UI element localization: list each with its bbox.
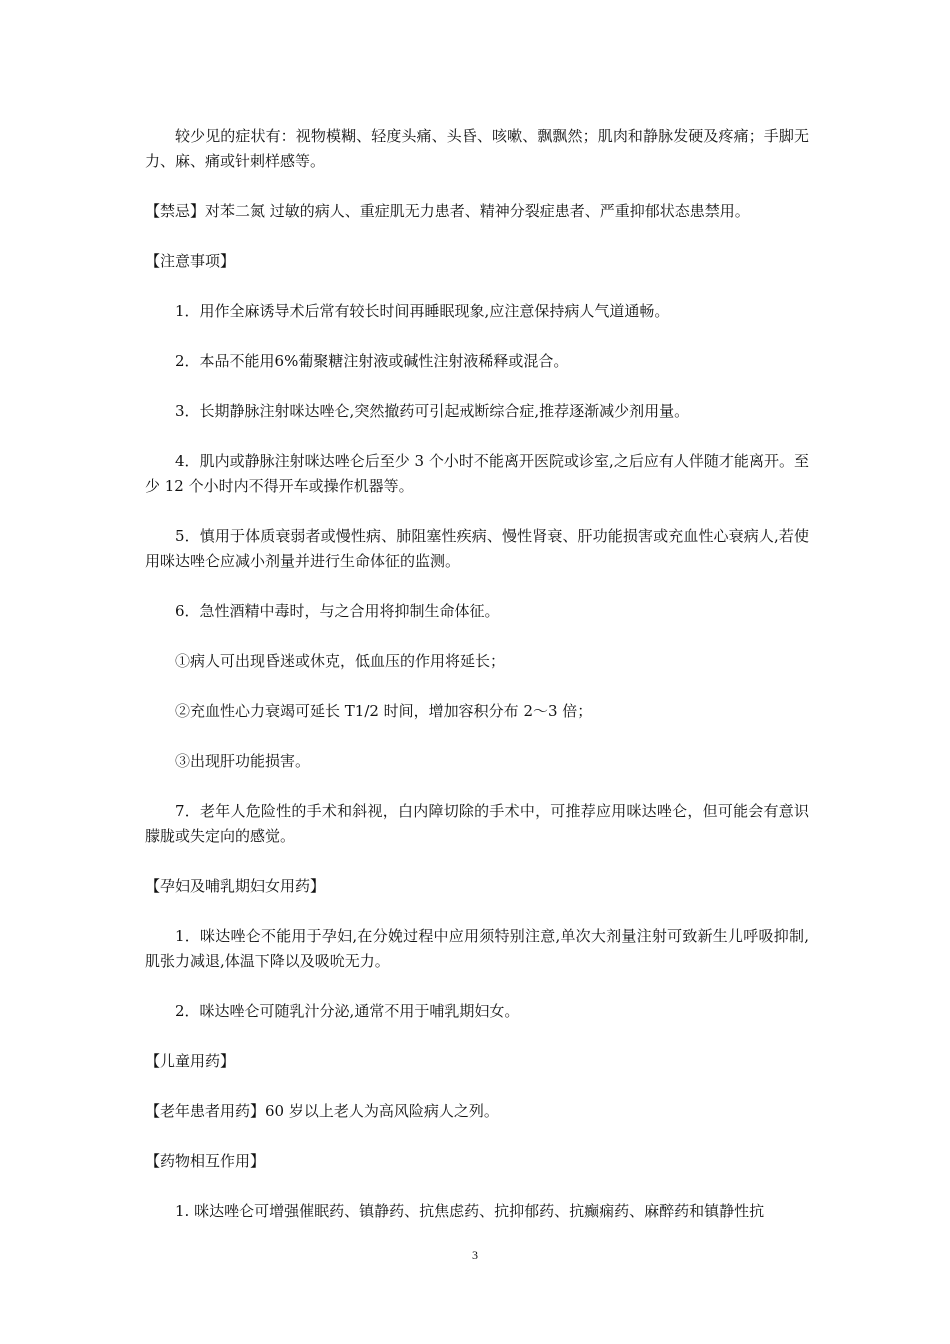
precaution-item-2: 2．本品不能用6%葡聚糖注射液或碱性注射液稀释或混合。 [175,352,569,370]
heading-pediatric-use: 【儿童用药】 [145,1052,236,1070]
precaution-item-7: 7．老年人危险性的手术和斜视，白内障切除的手术中，可推荐应用咪达唑仑，但可能会有意识朦胧或失定向的感觉。 [145,802,809,845]
page-number: 3 [472,1248,478,1262]
document-body [145,124,809,1249]
heading-pregnancy-lactation: 【孕妇及哺乳期妇女用药】 [145,877,326,895]
paragraph-geriatric-use: 【老年患者用药】60 岁以上老人为高风险病人之列。 [145,1102,499,1120]
precaution-item-6: 6．急性酒精中毒时，与之合用将抑制生命体征。 [175,602,500,620]
paragraph-contraindications: 【禁忌】对苯二氮 过敏的病人、重症肌无力患者、精神分裂症患者、严重抑郁状态患禁用。 [145,202,750,220]
precaution-subitem-1: ①病人可出现昏迷或休克，低血压的作用将延长； [175,652,506,670]
precaution-item-5: 5．慎用于体质衰弱者或慢性病、肺阻塞性疾病、慢性肾衰、肝功能损害或充血性心衰病人,若使用咪达唑仑应减小剂量并进行生命体征的监测。 [145,527,809,570]
precaution-item-4: 4．肌内或静脉注射咪达唑仑后至少 3 个小时不能离开医院或诊室,之后应有人伴随才能离开。至少 12 个小时内不得开车或操作机器等。 [145,452,809,495]
precaution-item-1: 1．用作全麻诱导术后常有较长时间再睡眠现象,应注意保持病人气道通畅。 [175,302,670,320]
pregnancy-item-2: 2．咪达唑仑可随乳汁分泌,通常不用于哺乳期妇女。 [175,1002,520,1020]
paragraph-rare-symptoms: 较少见的症状有：视物模糊、轻度头痛、头昏、咳嗽、飘飘然；肌肉和静脉发硬及疼痛；手脚无力、麻、痛或针刺样感等。 [145,127,809,170]
precaution-subitem-3: ③出现肝功能损害。 [175,752,311,770]
pregnancy-item-1: 1．咪达唑仑不能用于孕妇,在分娩过程中应用须特别注意,单次大剂量注射可致新生儿呼吸抑制,肌张力减退,体温下降以及吸吮无力。 [145,927,809,970]
precaution-subitem-2: ②充血性心力衰竭可延长 T1/2 时间，增加容积分布 2～3 倍； [175,702,593,720]
interaction-item-1: 1. 咪达唑仑可增强催眠药、镇静药、抗焦虑药、抗抑郁药、抗癫痫药、麻醉药和镇静性抗 [175,1202,765,1220]
heading-drug-interactions: 【药物相互作用】 [145,1152,266,1170]
heading-precautions: 【注意事项】 [145,252,236,270]
precaution-item-3: 3．长期静脉注射咪达唑仑,突然撤药可引起戒断综合症,推荐逐渐减少剂用量。 [175,402,690,420]
